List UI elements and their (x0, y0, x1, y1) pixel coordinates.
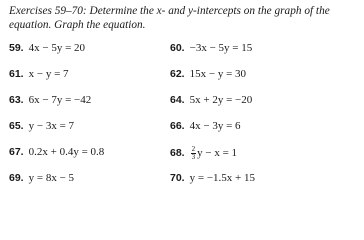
exercise-59 (9, 42, 85, 55)
exercise-equation: y = −1.5x + 15 (189, 172, 255, 184)
exercise-number: 60. (170, 42, 185, 54)
fraction-numerator: 2 (191, 145, 196, 153)
exercise-64 (170, 94, 252, 107)
exercise-number: 67. (9, 146, 24, 158)
exercise-number: 66. (170, 120, 185, 132)
exercise-number: 65. (9, 120, 24, 132)
exercise-61 (9, 68, 69, 81)
exercise-equation: y − x = 1 (197, 147, 238, 160)
fraction-denominator: 3 (191, 153, 196, 161)
exercise-number: 64. (170, 94, 185, 106)
exercise-number: 69. (9, 172, 24, 184)
exercise-66 (170, 120, 241, 133)
exercise-68 (170, 146, 237, 161)
exercise-equation: y − 3x = 7 (28, 120, 75, 132)
exercise-instructions (9, 4, 357, 32)
fraction (191, 146, 197, 161)
exercise-60 (170, 42, 252, 55)
exercise-67 (9, 146, 104, 159)
exercise-number: 70. (170, 172, 185, 184)
exercise-equation: 6x − 7y = −42 (28, 94, 92, 106)
exercise-equation: 15x − y = 30 (189, 68, 247, 80)
exercise-70 (170, 172, 255, 185)
instructions-text: Determine the x- and y-intercepts on the graph of the equation. Graph the equation. (9, 5, 330, 31)
exercise-number: 62. (170, 68, 185, 80)
exercise-63 (9, 94, 91, 107)
exercise-69 (9, 172, 74, 185)
exercise-equation: y = 8x − 5 (28, 172, 75, 184)
instructions-lead: Exercises 59–70: (9, 5, 87, 17)
exercise-number: 61. (9, 68, 24, 80)
exercise-equation: x − y = 7 (28, 68, 69, 80)
exercise-equation: 5x + 2y = −20 (189, 94, 253, 106)
exercise-equation: 4x − 5y = 20 (28, 42, 86, 54)
exercise-equation: 0.2x + 0.4y = 0.8 (28, 146, 105, 158)
exercise-equation: −3x − 5y = 15 (189, 42, 253, 54)
exercise-number: 68. (170, 147, 185, 160)
exercise-number: 63. (9, 94, 24, 106)
exercise-equation: 4x − 3y = 6 (189, 120, 241, 132)
exercise-62 (170, 68, 246, 81)
exercise-65 (9, 120, 74, 133)
exercise-number: 59. (9, 42, 24, 54)
